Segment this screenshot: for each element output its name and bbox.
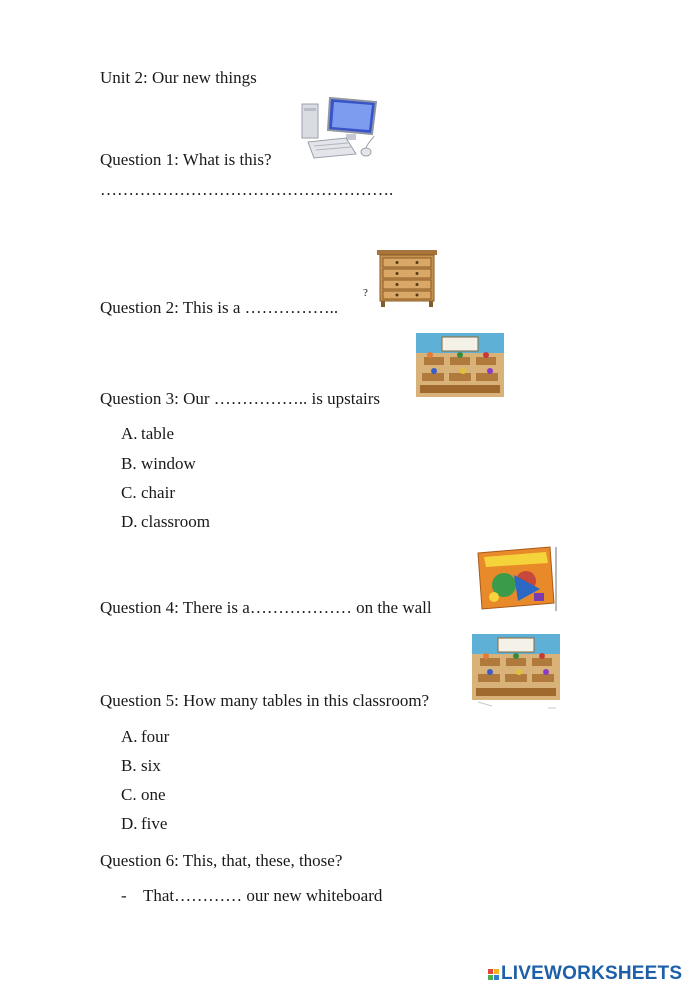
option-text: classroom (141, 512, 210, 531)
option-letter: C. (121, 483, 137, 502)
q3-option-d[interactable] (121, 512, 210, 532)
question-5-text: Question 5: How many tables in this classroom? (100, 691, 430, 710)
page-title: Unit 2: Our new things (100, 68, 257, 87)
q3-option-b[interactable] (121, 454, 196, 474)
liveworksheets-badge-icon (488, 969, 499, 980)
option-text: table (141, 424, 175, 443)
option-text: one (141, 785, 166, 804)
question-6-text: Question 6: This, that, these, those? (100, 851, 343, 870)
q5-option-d[interactable] (121, 814, 167, 834)
question-4-text: Question 4: There is a……………… on the wall (100, 598, 432, 617)
option-letter: D. (121, 814, 138, 833)
question-2-mark: ? (363, 287, 368, 299)
question-1-answer-line: ……………………………………………. (100, 180, 394, 199)
option-text: six (141, 756, 161, 775)
poster-image (474, 545, 560, 613)
question-6-bullet: - (121, 886, 127, 905)
question-6-line: That………… our new whiteboard (143, 886, 383, 905)
option-text: four (141, 727, 170, 746)
q5-option-c[interactable] (121, 785, 166, 805)
option-letter: B. (121, 756, 137, 775)
option-letter: B. (121, 454, 137, 473)
option-letter: A. (121, 727, 138, 746)
chest-of-drawers-image (375, 248, 439, 308)
classroom-image-2 (472, 634, 560, 710)
classroom-image-1 (416, 333, 504, 397)
q3-option-a[interactable] (121, 424, 174, 444)
option-letter: D. (121, 512, 138, 531)
option-letter: A. (121, 424, 138, 443)
option-text: window (141, 454, 196, 473)
question-1-text: Question 1: What is this? (100, 150, 272, 169)
option-letter: C. (121, 785, 137, 804)
option-text: five (141, 814, 168, 833)
q5-option-b[interactable] (121, 756, 161, 776)
question-2-text: Question 2: This is a …………….. (100, 298, 339, 317)
q3-option-c[interactable] (121, 483, 175, 503)
liveworksheets-logo (488, 963, 682, 985)
computer-icon (300, 96, 382, 162)
liveworksheets-brand-text: LIVEWORKSHEETS (501, 963, 683, 984)
q5-option-a[interactable] (121, 727, 169, 747)
option-text: chair (141, 483, 175, 502)
question-3-text: Question 3: Our …………….. is upstairs (100, 389, 381, 408)
